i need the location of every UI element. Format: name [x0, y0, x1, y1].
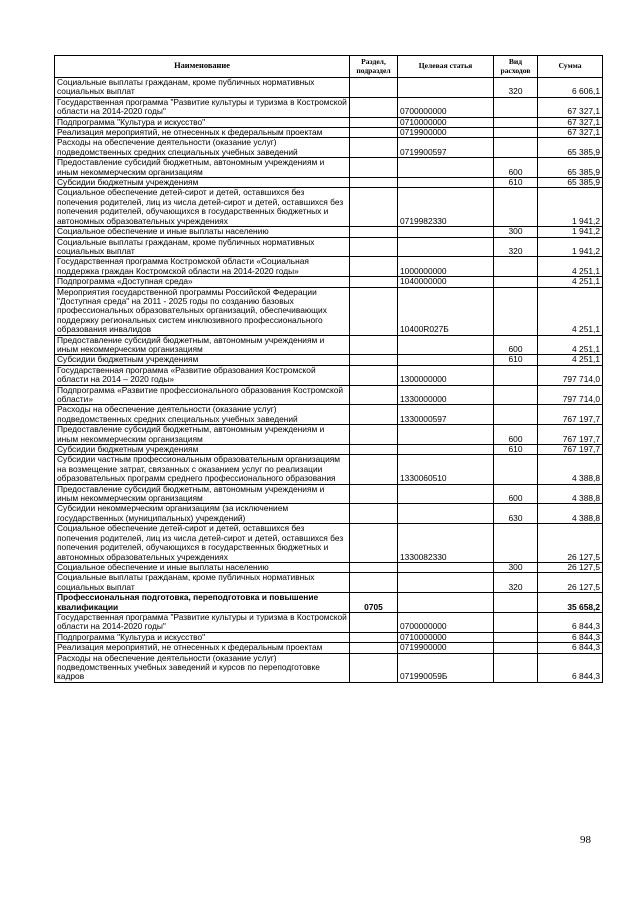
cell-sum: 6 606,1	[538, 78, 603, 98]
cell-stat	[398, 237, 494, 257]
cell-razdel	[350, 97, 398, 117]
cell-sum: 1 941,2	[538, 237, 603, 257]
cell-sum: 4 251,1	[538, 287, 603, 335]
cell-vid	[494, 117, 538, 127]
cell-stat	[398, 562, 494, 572]
cell-vid	[494, 188, 538, 227]
cell-name: Социальное обеспечение детей-сирот и детей, оставшихся без попечения родителей, лиц из числа детей-сирот и детей, оставшихся без попечения родителей, обучающихся в государственных бюджетных и автономных образовательных учреждениях	[55, 188, 350, 227]
cell-name: Субсидии бюджетным учреждениям	[55, 355, 350, 365]
cell-stat: 0719900000	[398, 128, 494, 138]
table-row	[55, 504, 603, 524]
cell-stat: 0719900597	[398, 138, 494, 158]
table-row	[55, 562, 603, 572]
cell-sum: 4 251,1	[538, 335, 603, 355]
header-name: Наименование	[55, 56, 350, 78]
table-row	[55, 257, 603, 277]
table-row	[55, 405, 603, 425]
table-row	[55, 455, 603, 484]
table-row	[55, 277, 603, 287]
table-row	[55, 158, 603, 178]
page-number: 98	[580, 834, 591, 846]
cell-name: Государственная программа "Развитие культуры и туризма в Костромской области на 2014-2020 годы"	[55, 612, 350, 632]
table-row	[55, 287, 603, 335]
cell-razdel	[350, 632, 398, 642]
cell-razdel	[350, 524, 398, 563]
cell-name: Государственная программа «Развитие образования Костромской области на 2014 – 2020 годы»	[55, 365, 350, 385]
cell-sum: 4 251,1	[538, 257, 603, 277]
cell-razdel	[350, 385, 398, 405]
cell-vid: 630	[494, 504, 538, 524]
budget-table	[54, 55, 603, 683]
cell-vid: 600	[494, 158, 538, 178]
cell-vid	[494, 524, 538, 563]
cell-sum: 767 197,7	[538, 405, 603, 425]
cell-name: Реализация мероприятий, не отнесенных к федеральным проектам	[55, 643, 350, 653]
cell-razdel	[350, 78, 398, 98]
cell-stat	[398, 484, 494, 504]
cell-sum: 35 658,2	[538, 593, 603, 613]
cell-razdel	[350, 445, 398, 455]
table-row	[55, 425, 603, 445]
cell-sum: 4 388,8	[538, 484, 603, 504]
header-vid: Вид расходов	[494, 56, 538, 78]
cell-stat: 1000000000	[398, 257, 494, 277]
cell-razdel	[350, 355, 398, 365]
cell-name: Предоставление субсидий бюджетным, автономным учреждениям и иным некоммерческим организациям	[55, 425, 350, 445]
cell-stat: 0710000000	[398, 632, 494, 642]
table-row	[55, 593, 603, 613]
cell-name: Субсидии бюджетным учреждениям	[55, 178, 350, 188]
cell-vid	[494, 365, 538, 385]
table-row	[55, 365, 603, 385]
cell-stat	[398, 355, 494, 365]
cell-name: Субсидии некоммерческим организациям (за исключением государственных (муниципальных) учреждений)	[55, 504, 350, 524]
cell-stat	[398, 593, 494, 613]
table-row	[55, 643, 603, 653]
cell-stat: 0710000000	[398, 117, 494, 127]
cell-razdel	[350, 257, 398, 277]
table-row	[55, 188, 603, 227]
cell-stat	[398, 78, 494, 98]
table-row	[55, 573, 603, 593]
cell-razdel	[350, 455, 398, 484]
cell-razdel	[350, 227, 398, 237]
cell-sum: 767 197,7	[538, 425, 603, 445]
cell-sum: 6 844,3	[538, 643, 603, 653]
cell-vid	[494, 632, 538, 642]
cell-vid: 600	[494, 425, 538, 445]
cell-vid	[494, 612, 538, 632]
table-row	[55, 484, 603, 504]
cell-razdel	[350, 128, 398, 138]
cell-name: Расходы на обеспечение деятельности (оказание услуг) подведомственных средних специальных учебных заведений	[55, 138, 350, 158]
cell-stat: 1330000597	[398, 405, 494, 425]
cell-razdel	[350, 643, 398, 653]
cell-vid: 300	[494, 227, 538, 237]
cell-name: Подпрограмма "Культура и искусство"	[55, 117, 350, 127]
table-row	[55, 97, 603, 117]
table-row	[55, 385, 603, 405]
cell-name: Субсидии частным профессиональным образовательным организациям на возмещение затрат, связанных с оказанием услуг по реализации образовательных программ среднего профессионального образования	[55, 455, 350, 484]
cell-name: Социальное обеспечение и иные выплаты населению	[55, 227, 350, 237]
table-row	[55, 128, 603, 138]
cell-razdel	[350, 612, 398, 632]
cell-vid	[494, 385, 538, 405]
cell-sum: 767 197,7	[538, 445, 603, 455]
cell-sum: 26 127,5	[538, 562, 603, 572]
cell-name: Подпрограмма "Культура и искусство"	[55, 632, 350, 642]
cell-vid: 600	[494, 484, 538, 504]
cell-vid	[494, 405, 538, 425]
cell-name: Подпрограмма «Доступная среда»	[55, 277, 350, 287]
table-row	[55, 227, 603, 237]
cell-sum: 1 941,2	[538, 188, 603, 227]
cell-vid: 600	[494, 335, 538, 355]
table-header-row	[55, 56, 603, 78]
cell-name: Социальные выплаты гражданам, кроме публичных нормативных социальных выплат	[55, 78, 350, 98]
cell-vid: 610	[494, 178, 538, 188]
table-row	[55, 78, 603, 98]
cell-vid: 320	[494, 573, 538, 593]
cell-stat: 0719900000	[398, 643, 494, 653]
cell-sum: 67 327,1	[538, 117, 603, 127]
table-body	[55, 78, 603, 683]
cell-razdel	[350, 653, 398, 682]
cell-razdel	[350, 484, 398, 504]
cell-stat: 1330000000	[398, 385, 494, 405]
table-row	[55, 445, 603, 455]
cell-name: Профессиональная подготовка, переподготовка и повышение квалификации	[55, 593, 350, 613]
cell-sum: 4 251,1	[538, 355, 603, 365]
cell-vid	[494, 257, 538, 277]
cell-name: Предоставление субсидий бюджетным, автономным учреждениям и иным некоммерческим организациям	[55, 158, 350, 178]
cell-name: Мероприятия государственной программы Российской Федерации "Доступная среда" на 2011 - 2025 годы по созданию базовых профессиональных образовательных организаций, обеспечивающих поддержку региональных систем инклюзивного профессионального образования инвалидов	[55, 287, 350, 335]
cell-vid	[494, 277, 538, 287]
cell-sum: 65 385,9	[538, 138, 603, 158]
cell-sum: 6 844,3	[538, 653, 603, 682]
table-row	[55, 524, 603, 563]
cell-stat: 1300000000	[398, 365, 494, 385]
cell-stat	[398, 227, 494, 237]
cell-name: Реализация мероприятий, не отнесенных к федеральным проектам	[55, 128, 350, 138]
table-row	[55, 653, 603, 682]
cell-vid	[494, 287, 538, 335]
cell-razdel	[350, 178, 398, 188]
table-row	[55, 632, 603, 642]
cell-sum: 26 127,5	[538, 573, 603, 593]
cell-sum: 797 714,0	[538, 365, 603, 385]
cell-stat: 071990059Б	[398, 653, 494, 682]
cell-razdel	[350, 425, 398, 445]
cell-razdel	[350, 158, 398, 178]
cell-vid	[494, 128, 538, 138]
cell-razdel	[350, 277, 398, 287]
cell-stat: 0700000000	[398, 97, 494, 117]
cell-stat	[398, 158, 494, 178]
cell-sum: 4 388,8	[538, 504, 603, 524]
cell-razdel	[350, 237, 398, 257]
table-row	[55, 117, 603, 127]
cell-sum: 6 844,3	[538, 612, 603, 632]
cell-stat	[398, 445, 494, 455]
cell-sum: 65 385,9	[538, 158, 603, 178]
cell-razdel: 0705	[350, 593, 398, 613]
cell-vid	[494, 455, 538, 484]
cell-stat	[398, 425, 494, 445]
cell-razdel	[350, 405, 398, 425]
cell-stat	[398, 178, 494, 188]
cell-name: Расходы на обеспечение деятельности (оказание услуг) подведомственных учебных заведений и курсов по переподготовке кадров	[55, 653, 350, 682]
cell-stat: 1330082330	[398, 524, 494, 563]
cell-stat: 1040000000	[398, 277, 494, 287]
table-row	[55, 355, 603, 365]
cell-name: Социальное обеспечение детей-сирот и детей, оставшихся без попечения родителей, лиц из числа детей-сирот и детей, оставшихся без попечения родителей, обучающихся в государственных бюджетных и автономных образовательных учреждениях	[55, 524, 350, 563]
cell-sum: 26 127,5	[538, 524, 603, 563]
cell-razdel	[350, 117, 398, 127]
table-row	[55, 237, 603, 257]
cell-vid: 300	[494, 562, 538, 572]
cell-sum: 4 388,8	[538, 455, 603, 484]
cell-stat: 0700000000	[398, 612, 494, 632]
table-row	[55, 178, 603, 188]
cell-razdel	[350, 287, 398, 335]
cell-name: Предоставление субсидий бюджетным, автономным учреждениям и иным некоммерческим организациям	[55, 484, 350, 504]
cell-stat	[398, 504, 494, 524]
cell-razdel	[350, 365, 398, 385]
cell-sum: 6 844,3	[538, 632, 603, 642]
cell-razdel	[350, 138, 398, 158]
cell-sum: 1 941,2	[538, 227, 603, 237]
cell-vid	[494, 138, 538, 158]
cell-stat: 10400R027Б	[398, 287, 494, 335]
cell-razdel	[350, 335, 398, 355]
cell-razdel	[350, 504, 398, 524]
cell-stat	[398, 573, 494, 593]
cell-name: Расходы на обеспечение деятельности (оказание услуг) подведомственных средних специальных учебных заведений	[55, 405, 350, 425]
header-sum: Сумма	[538, 56, 603, 78]
cell-sum: 67 327,1	[538, 128, 603, 138]
cell-sum: 65 385,9	[538, 178, 603, 188]
cell-vid	[494, 593, 538, 613]
table-row	[55, 138, 603, 158]
cell-vid	[494, 643, 538, 653]
cell-vid	[494, 653, 538, 682]
cell-vid	[494, 97, 538, 117]
cell-razdel	[350, 562, 398, 572]
cell-razdel	[350, 573, 398, 593]
cell-sum: 797 714,0	[538, 385, 603, 405]
header-razdel: Раздел, подраздел	[350, 56, 398, 78]
cell-name: Подпрограмма «Развитие профессионального образования Костромской области»	[55, 385, 350, 405]
cell-name: Социальные выплаты гражданам, кроме публичных нормативных социальных выплат	[55, 237, 350, 257]
cell-vid: 610	[494, 355, 538, 365]
cell-name: Социальное обеспечение и иные выплаты населению	[55, 562, 350, 572]
cell-vid: 320	[494, 78, 538, 98]
table-row	[55, 335, 603, 355]
cell-stat: 0719982330	[398, 188, 494, 227]
cell-stat: 1330060510	[398, 455, 494, 484]
cell-name: Государственная программа "Развитие культуры и туризма в Костромской области на 2014-2020 годы"	[55, 97, 350, 117]
cell-sum: 4 251,1	[538, 277, 603, 287]
cell-name: Предоставление субсидий бюджетным, автономным учреждениям и иным некоммерческим организациям	[55, 335, 350, 355]
header-stat: Целевая статья	[398, 56, 494, 78]
cell-sum: 67 327,1	[538, 97, 603, 117]
cell-name: Государственная программа Костромской области «Социальная поддержка граждан Костромской области на 2014-2020 годы»	[55, 257, 350, 277]
cell-name: Субсидии бюджетным учреждениям	[55, 445, 350, 455]
cell-stat	[398, 335, 494, 355]
cell-vid: 320	[494, 237, 538, 257]
cell-vid: 610	[494, 445, 538, 455]
cell-razdel	[350, 188, 398, 227]
table-row	[55, 612, 603, 632]
cell-name: Социальные выплаты гражданам, кроме публичных нормативных социальных выплат	[55, 573, 350, 593]
